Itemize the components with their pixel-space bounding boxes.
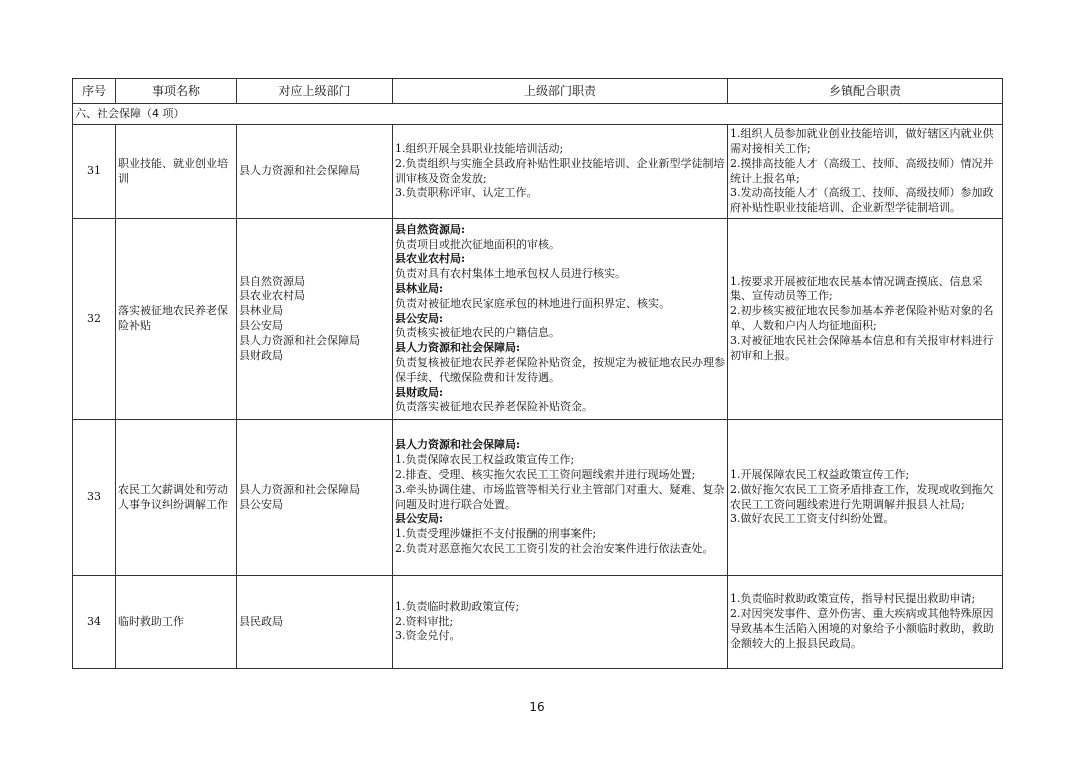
coop-line: 2.初步核实被征地农民参加基本养老保险补贴对象的名单、人数和户内人均征地面积; xyxy=(730,304,994,332)
dept-line: 县公安局 xyxy=(239,319,283,332)
dept-line: 县人力资源和社会保障局 xyxy=(239,164,360,178)
duty-dept-heading: 县人力资源和社会保障局: xyxy=(395,341,521,355)
dept-line: 县公安局 xyxy=(239,497,283,511)
duty-dept-heading: 县自然资源局: xyxy=(395,222,466,236)
coop-cell xyxy=(728,219,1003,420)
coop-cell xyxy=(728,125,1003,219)
duty-line: 1.负责临时救助政策宣传; xyxy=(395,599,520,613)
dept-cell xyxy=(237,219,393,420)
row-number: 34 xyxy=(73,576,116,669)
dept-cell xyxy=(237,576,393,669)
dept-line: 县财政局 xyxy=(239,348,283,362)
duty-dept-heading: 县林业局: xyxy=(395,282,444,295)
coop-line: 1.负责临时救助政策宣传，指导村民提出救助申请; xyxy=(730,592,976,606)
dept-cell xyxy=(237,420,393,576)
duty-cell xyxy=(393,125,728,219)
duty-dept-heading: 县财政局: xyxy=(395,385,444,399)
header-item-name: 事项名称 xyxy=(116,79,237,104)
header-upper-dept: 对应上级部门 xyxy=(237,79,393,104)
duty-cell xyxy=(393,420,728,576)
coop-cell xyxy=(728,576,1003,669)
duty-line: 2.负责组织与实施全县政府补贴性职业技能培训、企业新型学徒制培训审核及资金发放; xyxy=(395,156,725,185)
row-number: 33 xyxy=(73,420,116,576)
table-header-row xyxy=(73,79,1003,104)
duty-line: 1.负责受理涉嫌拒不支付报酬的刑事案件; xyxy=(395,527,597,541)
duty-line: 3.负责职称评审、认定工作。 xyxy=(395,186,538,200)
item-name: 临时救助工作 xyxy=(116,576,237,669)
duty-line: 2.负责对恶意拖欠农民工工资引发的社会治安案件进行依法查处。 xyxy=(395,541,714,555)
duty-line: 负责核实被征地农民的户籍信息。 xyxy=(395,326,560,340)
duty-cell xyxy=(393,576,728,669)
coop-line: 2.摸排高技能人才（高级工、技师、高级技师）情况并统计上报名单; xyxy=(730,156,994,185)
duty-line: 1.负责保障农民工权益政策宣传工作; xyxy=(395,453,575,467)
coop-line: 3.做好农民工工资支付纠纷处置。 xyxy=(730,512,895,526)
coop-line: 2.做好拖欠农民工工资矛盾排查工作，发现或收到拖欠农民工工资问题线索进行先期调解并报县人社局; xyxy=(730,482,994,511)
item-name: 落实被征地农民养老保险补贴 xyxy=(116,219,237,420)
header-upper-duty: 上级部门职责 xyxy=(393,79,728,104)
coop-line: 3.对被征地农民社会保障基本信息和有关报审材料进行初审和上报。 xyxy=(730,333,994,362)
duty-line: 2.排查、受理、核实拖欠农民工工资问题线索并进行现场处置; xyxy=(395,467,696,481)
duty-dept-heading: 县公安局: xyxy=(395,311,444,325)
dept-cell xyxy=(237,125,393,219)
table-row xyxy=(73,125,1003,219)
row-number: 31 xyxy=(73,125,116,219)
coop-cell xyxy=(728,420,1003,576)
duty-table xyxy=(72,78,1003,669)
item-name: 农民工欠薪调处和劳动人事争议纠纷调解工作 xyxy=(116,420,237,576)
duty-dept-heading: 县农业农村局: xyxy=(395,252,466,266)
table-row xyxy=(73,420,1003,576)
duty-line: 1.组织开展全县职业技能培训活动; xyxy=(395,141,564,155)
dept-line: 县自然资源局 xyxy=(239,274,305,288)
page-number: 16 xyxy=(529,700,545,714)
duty-line: 负责落实被征地农民养老保险补贴资金。 xyxy=(395,400,593,414)
row-number: 32 xyxy=(73,219,116,420)
duty-dept-heading: 县公安局: xyxy=(395,512,444,526)
duty-line: 3.牵头协调住建、市场监管等相关行业主管部门对重大、疑难、复杂问题及时进行联合处置。 xyxy=(395,482,725,511)
coop-line: 2.对因突发事件、意外伤害、重大疾病或其他特殊原因导致基本生活陷入困境的对象给予小额临时救助，救助金额较大的上报县民政局。 xyxy=(730,607,994,650)
dept-line: 县人力资源和社会保障局 xyxy=(239,482,360,496)
duty-line: 负责对被征地农民家庭承包的林地进行面积界定、核实。 xyxy=(395,296,670,310)
duty-line: 负责项目或批次征地面积的审核。 xyxy=(395,237,560,251)
item-name: 职业技能、就业创业培训 xyxy=(116,125,237,219)
section-row xyxy=(73,104,1003,125)
duty-line: 2.资料审批; xyxy=(395,614,454,628)
dept-line: 县民政局 xyxy=(239,614,283,628)
dept-line: 县人力资源和社会保障局 xyxy=(239,333,360,347)
coop-line: 1.开展保障农民工权益政策宣传工作; xyxy=(730,467,910,481)
dept-line: 县林业局 xyxy=(239,304,283,318)
coop-line: 1.按要求开展被征地农民基本情况调查摸底、信息采集、宣传动员等工作; xyxy=(730,274,983,303)
header-town-duty: 乡镇配合职责 xyxy=(728,79,1003,104)
duty-cell xyxy=(393,219,728,420)
duty-line: 负责复核被征地农民养老保险补贴资金，按规定为被征地农民办理参保手续、代缴保险费和计发待遇。 xyxy=(395,355,725,384)
table-row xyxy=(73,576,1003,669)
coop-line: 3.发动高技能人才（高级工、技师、高级技师）参加政府补贴性职业技能培训、企业新型学徒制培训。 xyxy=(730,186,994,215)
table-row xyxy=(73,219,1003,420)
dept-line: 县农业农村局 xyxy=(239,289,305,303)
duty-line: 负责对具有农村集体土地承包权人员进行核实。 xyxy=(395,267,626,281)
header-seq: 序号 xyxy=(73,79,116,104)
coop-line: 1.组织人员参加就业创业技能培训，做好辖区内就业供需对接相关工作; xyxy=(730,127,994,155)
duty-dept-heading: 县人力资源和社会保障局: xyxy=(395,438,521,452)
section-title: 六、社会保障（4 项） xyxy=(73,104,1003,125)
duty-line: 3.资金兑付。 xyxy=(395,629,461,643)
